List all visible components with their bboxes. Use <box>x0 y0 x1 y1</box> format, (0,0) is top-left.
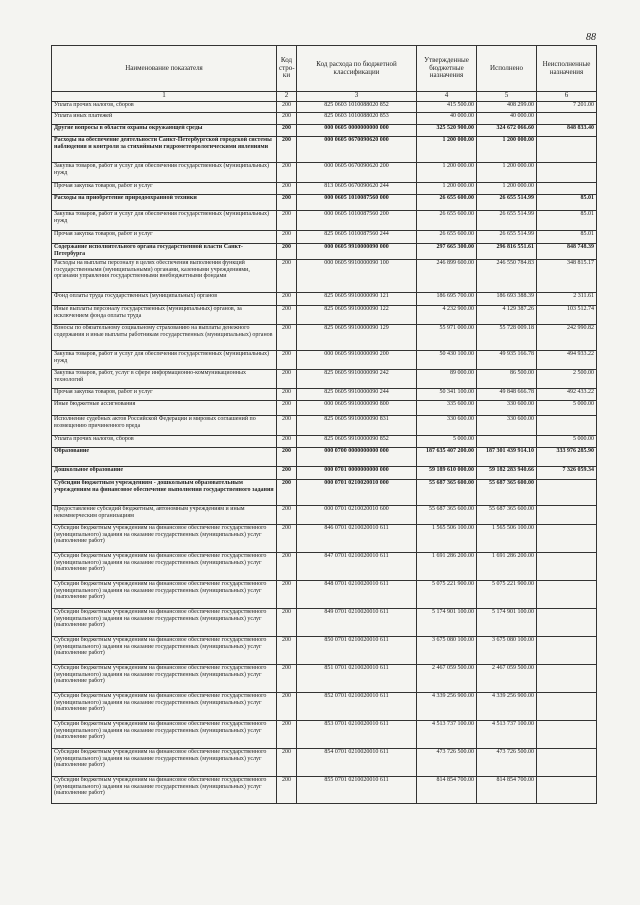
cell-line: 200 <box>277 401 297 416</box>
cell-name: Субсидии бюджетным учреждениям на финансовое обеспечение государственного (муниципального) задания на оказание государственных (муниципальных) услуг (выполнение работ) <box>52 637 277 665</box>
cell-name: Уплата иных платежей <box>52 113 277 125</box>
cell-line: 200 <box>277 721 297 749</box>
table-row <box>52 211 597 231</box>
cell-approved: 5 075 221 900.00 <box>417 581 477 609</box>
cell-executed: 296 816 551.61 <box>477 244 537 260</box>
table-row <box>52 401 597 416</box>
cell-code: 852 0701 0210020010 611 <box>297 693 417 721</box>
cell-code: 000 0605 0670090620 200 <box>297 163 417 183</box>
cell-line: 200 <box>277 163 297 183</box>
cell-name: Субсидии бюджетным учреждениям на финансовое обеспечение государственного (муниципального) задания на оказание государственных (муниципальных) услуг (выполнение работ) <box>52 553 277 581</box>
cell-approved: 55 687 365 600.00 <box>417 480 477 506</box>
cell-code: 825 0603 1010088020 852 <box>297 102 417 113</box>
table-row <box>52 777 597 804</box>
cell-remaining: 333 976 285.90 <box>537 448 597 467</box>
cell-executed: 55 687 365 600.00 <box>477 480 537 506</box>
cell-name: Закупка товаров, работ и услуг для обеспечения государственных (муниципальных) нужд <box>52 351 277 370</box>
cell-approved: 5 174 901 100.00 <box>417 609 477 637</box>
cell-line: 200 <box>277 506 297 525</box>
cell-executed: 330 600.00 <box>477 401 537 416</box>
cell-line: 200 <box>277 370 297 389</box>
cell-approved: 1 200 000.00 <box>417 163 477 183</box>
table-row <box>52 721 597 749</box>
cell-name: Субсидии бюджетным учреждениям на финансовое обеспечение государственного (муниципального) задания на оказание государственных (муниципальных) услуг (выполнение работ) <box>52 665 277 693</box>
cell-remaining <box>537 721 597 749</box>
cell-remaining: 103 512.74 <box>537 306 597 325</box>
cell-code: 825 0605 9910000090 852 <box>297 436 417 448</box>
cell-remaining: 848 833.40 <box>537 125 597 137</box>
table-row <box>52 609 597 637</box>
column-index: 5 <box>477 92 537 102</box>
cell-approved: 3 675 080 100.00 <box>417 637 477 665</box>
cell-executed: 4 339 256 900.00 <box>477 693 537 721</box>
cell-remaining: 85.01 <box>537 231 597 244</box>
cell-approved: 50 430 100.00 <box>417 351 477 370</box>
cell-executed: 86 500.00 <box>477 370 537 389</box>
cell-approved: 186 695 700.00 <box>417 293 477 306</box>
table-row <box>52 244 597 260</box>
cell-approved: 187 635 407 200.00 <box>417 448 477 467</box>
cell-line: 200 <box>277 609 297 637</box>
table-row <box>52 163 597 183</box>
cell-code: 846 0701 0210020010 611 <box>297 525 417 553</box>
cell-line: 200 <box>277 467 297 480</box>
cell-name: Субсидии бюджетным учреждениям на финансовое обеспечение государственного (муниципального) задания на оказание государственных (муниципальных) услуг (выполнение работ) <box>52 749 277 777</box>
cell-name: Уплата прочих налогов, сборов <box>52 102 277 113</box>
cell-remaining: 494 933.22 <box>537 351 597 370</box>
cell-name: Уплата прочих налогов, сборов <box>52 436 277 448</box>
header-line-code: Код стро-ки <box>277 46 297 92</box>
cell-approved: 55 687 365 600.00 <box>417 506 477 525</box>
cell-executed: 49 935 166.78 <box>477 351 537 370</box>
cell-approved: 330 600.00 <box>417 416 477 436</box>
cell-approved: 40 000.00 <box>417 113 477 125</box>
column-index: 6 <box>537 92 597 102</box>
cell-remaining: 848 748.39 <box>537 244 597 260</box>
cell-code: 813 0605 0670090620 244 <box>297 183 417 195</box>
cell-line: 200 <box>277 231 297 244</box>
cell-name: Субсидии бюджетным учреждениям на финансовое обеспечение государственного (муниципального) задания на оказание государственных (муниципальных) услуг (выполнение работ) <box>52 721 277 749</box>
cell-approved: 26 655 600.00 <box>417 231 477 244</box>
column-index-row <box>52 92 597 102</box>
cell-line: 200 <box>277 351 297 370</box>
cell-executed: 26 655 514.99 <box>477 195 537 211</box>
cell-approved: 1 691 286 200.00 <box>417 553 477 581</box>
cell-approved: 4 232 900.00 <box>417 306 477 325</box>
cell-line: 200 <box>277 211 297 231</box>
column-index: 1 <box>52 92 277 102</box>
cell-code: 851 0701 0210020010 611 <box>297 665 417 693</box>
cell-remaining: 2 500.00 <box>537 370 597 389</box>
cell-remaining <box>537 183 597 195</box>
cell-remaining: 242 990.82 <box>537 325 597 351</box>
cell-line: 200 <box>277 665 297 693</box>
cell-remaining <box>537 749 597 777</box>
cell-name: Закупка товаров, работ и услуг для обеспечения государственных (муниципальных) нужд <box>52 211 277 231</box>
table-row <box>52 137 597 163</box>
cell-line: 200 <box>277 749 297 777</box>
cell-code: 000 0701 0210020010 600 <box>297 506 417 525</box>
cell-code: 000 0605 9910000090 100 <box>297 260 417 293</box>
cell-approved: 473 726 500.00 <box>417 749 477 777</box>
cell-code: 000 0605 1010087560 200 <box>297 211 417 231</box>
cell-approved: 1 200 000.00 <box>417 183 477 195</box>
cell-approved: 814 854 700.00 <box>417 777 477 804</box>
cell-name: Другие вопросы в области охраны окружающей среды <box>52 125 277 137</box>
cell-code: 000 0605 9910000090 000 <box>297 244 417 260</box>
cell-remaining <box>537 525 597 553</box>
table-row <box>52 260 597 293</box>
cell-code: 825 0605 9910000090 242 <box>297 370 417 389</box>
cell-code: 000 0605 9910000090 200 <box>297 351 417 370</box>
cell-executed <box>477 436 537 448</box>
cell-name: Иные бюджетные ассигнования <box>52 401 277 416</box>
budget-table <box>51 45 597 804</box>
cell-line: 200 <box>277 325 297 351</box>
cell-name: Образование <box>52 448 277 467</box>
cell-line: 200 <box>277 260 297 293</box>
cell-code: 825 0605 9910000090 244 <box>297 389 417 401</box>
cell-code: 848 0701 0210020010 611 <box>297 581 417 609</box>
cell-name: Взносы по обязательному социальному страхованию на выплаты денежного содержания и иные выплаты работникам государственных (муниципальных) органов <box>52 325 277 351</box>
table-row <box>52 467 597 480</box>
cell-executed: 49 848 666.78 <box>477 389 537 401</box>
cell-code: 000 0700 0000000000 000 <box>297 448 417 467</box>
cell-line: 200 <box>277 195 297 211</box>
cell-line: 200 <box>277 183 297 195</box>
cell-name: Исполнение судебных актов Российской Федерации и мировых соглашений по возмещению причиненного вреда <box>52 416 277 436</box>
cell-remaining <box>537 113 597 125</box>
cell-code: 000 0605 0000000000 000 <box>297 125 417 137</box>
cell-code: 825 0605 9910000090 831 <box>297 416 417 436</box>
cell-approved: 335 600.00 <box>417 401 477 416</box>
table-row <box>52 581 597 609</box>
cell-executed: 2 467 059 500.00 <box>477 665 537 693</box>
cell-remaining: 85.01 <box>537 195 597 211</box>
column-index: 4 <box>417 92 477 102</box>
cell-approved: 246 899 600.00 <box>417 260 477 293</box>
cell-name: Предоставление субсидий бюджетным, автономным учреждениям и иным некоммерческим организациям <box>52 506 277 525</box>
cell-remaining <box>537 777 597 804</box>
cell-name: Фонд оплаты труда государственных (муниципальных) органов <box>52 293 277 306</box>
table-row <box>52 231 597 244</box>
cell-remaining <box>537 609 597 637</box>
table-body <box>52 102 597 804</box>
cell-line: 200 <box>277 581 297 609</box>
table-row <box>52 351 597 370</box>
cell-code: 000 0605 1010087560 000 <box>297 195 417 211</box>
cell-remaining: 5 000.00 <box>537 436 597 448</box>
cell-executed: 3 675 080 100.00 <box>477 637 537 665</box>
cell-remaining <box>537 581 597 609</box>
cell-code: 825 0603 1010088020 853 <box>297 113 417 125</box>
column-index: 2 <box>277 92 297 102</box>
cell-remaining: 348 815.17 <box>537 260 597 293</box>
table-row <box>52 183 597 195</box>
cell-line: 200 <box>277 553 297 581</box>
cell-name: Субсидии бюджетным учреждениям на финансовое обеспечение государственного (муниципального) задания на оказание государственных (муниципальных) услуг (выполнение работ) <box>52 693 277 721</box>
table-row <box>52 416 597 436</box>
table-row <box>52 749 597 777</box>
table-row <box>52 113 597 125</box>
table-row <box>52 637 597 665</box>
cell-executed: 1 565 506 100.00 <box>477 525 537 553</box>
cell-line: 200 <box>277 525 297 553</box>
cell-executed: 26 655 514.99 <box>477 211 537 231</box>
table-row <box>52 195 597 211</box>
cell-code: 825 0605 1010087560 244 <box>297 231 417 244</box>
cell-line: 200 <box>277 293 297 306</box>
cell-code: 853 0701 0210020010 611 <box>297 721 417 749</box>
cell-executed: 330 600.00 <box>477 416 537 436</box>
cell-approved: 297 665 300.00 <box>417 244 477 260</box>
cell-name: Расходы на выплаты персоналу в целях обеспечения выполнения функций государственными (муниципальными) органами, казенными учреждениями, органами управления государственными внебюджетными фондами <box>52 260 277 293</box>
cell-executed: 246 550 784.83 <box>477 260 537 293</box>
cell-remaining: 7 201.00 <box>537 102 597 113</box>
table-row <box>52 693 597 721</box>
header-executed: Исполнено <box>477 46 537 92</box>
cell-executed: 814 854 700.00 <box>477 777 537 804</box>
cell-name: Субсидии бюджетным учреждениям на финансовое обеспечение государственного (муниципального) задания на оказание государственных (муниципальных) услуг (выполнение работ) <box>52 609 277 637</box>
cell-executed: 40 000.00 <box>477 113 537 125</box>
cell-code: 855 0701 0210020010 611 <box>297 777 417 804</box>
cell-executed: 59 182 283 940.66 <box>477 467 537 480</box>
cell-remaining <box>537 416 597 436</box>
cell-code: 825 0605 9910000090 121 <box>297 293 417 306</box>
cell-remaining <box>537 163 597 183</box>
cell-code: 825 0605 9910000090 122 <box>297 306 417 325</box>
page-number: 88 <box>586 32 596 43</box>
cell-remaining: 85.01 <box>537 211 597 231</box>
cell-code: 000 0701 0210020010 000 <box>297 480 417 506</box>
cell-name: Закупка товаров, работ и услуг для обеспечения государственных (муниципальных) нужд <box>52 163 277 183</box>
header-approved: Утвержденные бюджетные назначения <box>417 46 477 92</box>
header-name: Наименование показателя <box>52 46 277 92</box>
cell-executed: 4 129 387.26 <box>477 306 537 325</box>
cell-remaining <box>537 553 597 581</box>
table-row <box>52 125 597 137</box>
cell-executed: 324 672 066.60 <box>477 125 537 137</box>
cell-approved: 1 565 506 100.00 <box>417 525 477 553</box>
cell-line: 200 <box>277 102 297 113</box>
table-row <box>52 665 597 693</box>
cell-code: 000 0605 0670090620 000 <box>297 137 417 163</box>
cell-approved: 2 467 059 500.00 <box>417 665 477 693</box>
cell-code: 000 0605 9910000090 800 <box>297 401 417 416</box>
cell-approved: 26 655 600.00 <box>417 211 477 231</box>
cell-line: 200 <box>277 244 297 260</box>
table-row <box>52 553 597 581</box>
cell-code: 849 0701 0210020010 611 <box>297 609 417 637</box>
cell-code: 850 0701 0210020010 611 <box>297 637 417 665</box>
cell-line: 200 <box>277 389 297 401</box>
cell-executed: 5 075 221 900.00 <box>477 581 537 609</box>
cell-line: 200 <box>277 416 297 436</box>
cell-approved: 4 339 256 900.00 <box>417 693 477 721</box>
cell-executed: 1 200 000.00 <box>477 183 537 195</box>
cell-executed: 55 728 009.18 <box>477 325 537 351</box>
cell-approved: 50 341 100.00 <box>417 389 477 401</box>
cell-executed: 473 726 500.00 <box>477 749 537 777</box>
cell-name: Содержание исполнительного органа государственной власти Санкт-Петербурга <box>52 244 277 260</box>
cell-code: 854 0701 0210020010 611 <box>297 749 417 777</box>
cell-line: 200 <box>277 125 297 137</box>
cell-executed: 187 301 439 914.10 <box>477 448 537 467</box>
cell-remaining <box>537 137 597 163</box>
cell-name: Субсидии бюджетным учреждениям - дошкольным образовательным учреждениям на финансовое обеспечение выполнения государственного задания <box>52 480 277 506</box>
cell-code: 825 0605 9910000090 129 <box>297 325 417 351</box>
cell-name: Иные выплаты персоналу государственных (муниципальных) органов, за исключением фонда оплаты труда <box>52 306 277 325</box>
cell-name: Субсидии бюджетным учреждениям на финансовое обеспечение государственного (муниципального) задания на оказание государственных (муниципальных) услуг (выполнение работ) <box>52 525 277 553</box>
cell-name: Прочая закупка товаров, работ и услуг <box>52 231 277 244</box>
table-row <box>52 293 597 306</box>
cell-approved: 55 971 000.00 <box>417 325 477 351</box>
cell-remaining <box>537 480 597 506</box>
table-row <box>52 370 597 389</box>
cell-name: Расходы на обеспечение деятельности Санкт-Петербургской городской системы наблюдения и контроля за стихийными гидрометеорологическими явлениями <box>52 137 277 163</box>
cell-line: 200 <box>277 448 297 467</box>
cell-executed: 1 200 000.00 <box>477 163 537 183</box>
cell-name: Субсидии бюджетным учреждениям на финансовое обеспечение государственного (муниципального) задания на оказание государственных (муниципальных) услуг (выполнение работ) <box>52 581 277 609</box>
cell-executed: 1 200 000.00 <box>477 137 537 163</box>
cell-line: 200 <box>277 137 297 163</box>
table-row <box>52 506 597 525</box>
table-row <box>52 325 597 351</box>
header-remaining: Неисполненные назначения <box>537 46 597 92</box>
cell-approved: 415 500.00 <box>417 102 477 113</box>
cell-code: 000 0701 0000000000 000 <box>297 467 417 480</box>
cell-remaining: 2 311.61 <box>537 293 597 306</box>
cell-line: 200 <box>277 113 297 125</box>
cell-approved: 4 513 737 100.00 <box>417 721 477 749</box>
cell-executed: 1 691 286 200.00 <box>477 553 537 581</box>
header-budget-code: Код расхода по бюджетной классификации <box>297 46 417 92</box>
cell-line: 200 <box>277 306 297 325</box>
cell-line: 200 <box>277 436 297 448</box>
table-row <box>52 306 597 325</box>
cell-line: 200 <box>277 777 297 804</box>
cell-executed: 408 299.00 <box>477 102 537 113</box>
column-index: 3 <box>297 92 417 102</box>
cell-line: 200 <box>277 693 297 721</box>
cell-executed: 186 693 388.39 <box>477 293 537 306</box>
cell-name: Прочая закупка товаров, работ и услуг <box>52 183 277 195</box>
cell-remaining <box>537 506 597 525</box>
cell-name: Расходы на приобретение природоохранной техники <box>52 195 277 211</box>
cell-remaining: 5 000.00 <box>537 401 597 416</box>
cell-remaining <box>537 665 597 693</box>
table-row <box>52 525 597 553</box>
table-row <box>52 480 597 506</box>
cell-approved: 89 000.00 <box>417 370 477 389</box>
table-row <box>52 389 597 401</box>
cell-executed: 55 687 365 600.00 <box>477 506 537 525</box>
cell-remaining: 7 326 059.34 <box>537 467 597 480</box>
cell-name: Закупка товаров, работ, услуг в сфере информационно-коммуникационных технологий <box>52 370 277 389</box>
cell-approved: 26 655 600.00 <box>417 195 477 211</box>
table-row <box>52 448 597 467</box>
cell-remaining <box>537 693 597 721</box>
cell-executed: 26 655 514.99 <box>477 231 537 244</box>
cell-approved: 59 189 610 000.00 <box>417 467 477 480</box>
cell-approved: 5 000.00 <box>417 436 477 448</box>
cell-approved: 1 200 000.00 <box>417 137 477 163</box>
header-row <box>52 46 597 92</box>
cell-name: Субсидии бюджетным учреждениям на финансовое обеспечение государственного (муниципального) задания на оказание государственных (муниципальных) услуг (выполнение работ) <box>52 777 277 804</box>
cell-line: 200 <box>277 480 297 506</box>
cell-executed: 5 174 901 100.00 <box>477 609 537 637</box>
cell-name: Дошкольное образование <box>52 467 277 480</box>
cell-remaining: 492 433.22 <box>537 389 597 401</box>
cell-executed: 4 513 737 100.00 <box>477 721 537 749</box>
cell-approved: 325 520 900.00 <box>417 125 477 137</box>
table-row <box>52 102 597 113</box>
cell-remaining <box>537 637 597 665</box>
cell-name: Прочая закупка товаров, работ и услуг <box>52 389 277 401</box>
cell-line: 200 <box>277 637 297 665</box>
cell-code: 847 0701 0210020010 611 <box>297 553 417 581</box>
table-row <box>52 436 597 448</box>
